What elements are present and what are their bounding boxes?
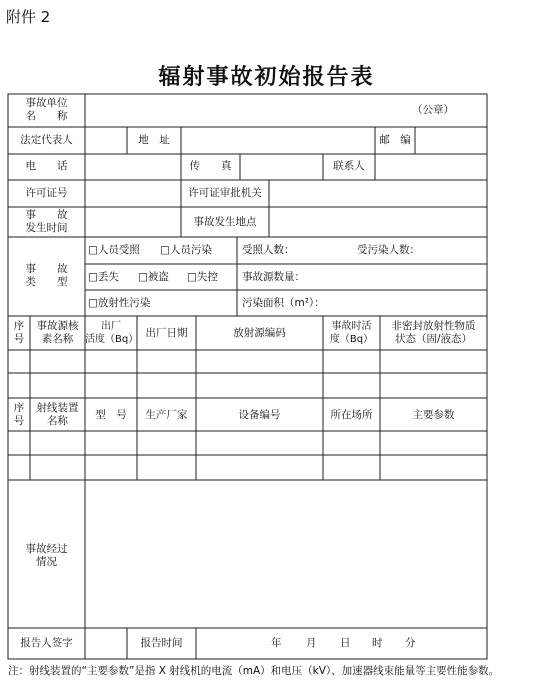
unit-name-label: 事故单位 名 称 <box>25 97 68 122</box>
source-header-state: 非密封放射性物质 状态（固/液态） <box>391 320 476 345</box>
type-out-of-control[interactable]: □失控 <box>187 271 218 283</box>
source-header-factory-activity: 出厂 活度（Bq） <box>85 321 139 345</box>
report-month-label: 月 <box>306 637 317 649</box>
report-time-label: 报告时间 <box>140 637 183 649</box>
license-no-label: 许可证号 <box>25 187 68 199</box>
reporter-signature-label: 报告人签字 <box>20 637 73 649</box>
process-label: 事故经过 情况 <box>25 543 68 568</box>
contact-label: 联系人 <box>333 160 365 172</box>
postcode-label: 邮 编 <box>379 134 411 146</box>
occurrence-place-label: 事故发生地点 <box>193 216 257 228</box>
type-radioactive-pollution[interactable]: □放射性污染 <box>88 297 151 309</box>
seal-label: （公章） <box>412 104 454 116</box>
type-lost[interactable]: □丢失 <box>88 271 119 283</box>
type-contaminated-person[interactable]: □人员污染 <box>160 244 212 256</box>
footnote: 注：射线装置的“主要参数”是指 X 射线机的电流（mA）和电压（kV）、加速器线束能量等主要性能参数。 <box>8 665 500 677</box>
device-header-model: 型 号 <box>95 409 127 421</box>
form-title: 辐射事故初始报告表 <box>158 64 375 90</box>
phone-label: 电 话 <box>25 160 68 172</box>
device-header-name: 射线装置 名称 <box>36 402 79 427</box>
device-header-location: 所在场所 <box>330 409 373 421</box>
report-minute-label: 分 <box>405 637 416 649</box>
legal-rep-label: 法定代表人 <box>20 134 73 146</box>
source-header-code: 放射源编码 <box>233 327 286 339</box>
device-header-manufacturer: 生产厂家 <box>145 409 188 421</box>
source-header-nuclide: 事故源核 素名称 <box>36 320 79 345</box>
pollution-area-label: 污染面积（m²）： <box>242 297 325 309</box>
source-count-label: 事故源数量： <box>242 271 305 283</box>
report-hour-label: 时 <box>372 637 383 649</box>
contaminated-count-label: 受污染人数： <box>357 244 420 256</box>
accident-type-label: 事 故 类 型 <box>25 263 68 288</box>
device-header-serial: 设备编号 <box>238 409 281 421</box>
device-header-parameters: 主要参数 <box>412 409 455 421</box>
report-day-label: 日 <box>340 637 351 649</box>
exposed-count-label: 受照人数： <box>242 244 295 256</box>
type-stolen[interactable]: □被盗 <box>138 271 169 283</box>
address-label: 地 址 <box>138 134 170 146</box>
device-header-no: 序 号 <box>13 402 25 427</box>
source-header-factory-date: 出厂日期 <box>145 327 188 339</box>
occurrence-time-label: 事 故 发生时间 <box>25 209 68 234</box>
attachment-label: 附件 2 <box>6 8 51 26</box>
source-header-accident-activity: 事故时活 度（Bq） <box>329 321 374 345</box>
fax-label: 传 真 <box>189 160 232 172</box>
source-header-no: 序 号 <box>13 320 25 345</box>
license-authority-label: 许可证审批机关 <box>188 187 262 199</box>
report-year-label: 年 <box>271 637 282 649</box>
type-exposed-person[interactable]: □人员受照 <box>88 244 140 256</box>
